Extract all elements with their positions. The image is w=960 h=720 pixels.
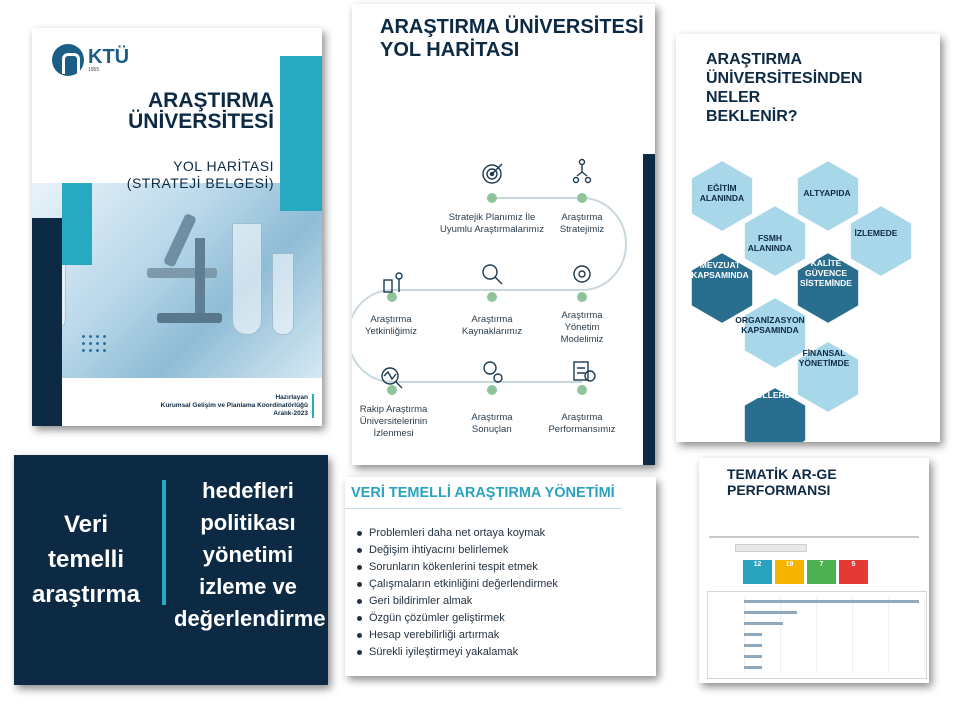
decorative-bar	[162, 480, 166, 605]
list-item: Sürekli iyileştirmeyi yakalamak	[369, 644, 558, 661]
roadmap-step: Araştırma Performansımız	[548, 412, 616, 435]
grid-line	[888, 598, 889, 672]
slide-title: TEMATİK AR-GE PERFORMANSI	[727, 466, 837, 498]
decorative-bar	[280, 56, 322, 211]
performance-icon	[574, 362, 595, 381]
hex-label: ALTYAPIDA	[803, 188, 851, 198]
decorative-bar	[643, 154, 655, 465]
filter-dropdown	[735, 544, 807, 552]
roadmap-step: Araştırma Kaynaklarımız	[461, 314, 523, 337]
data-driven-slide	[14, 455, 328, 685]
cover-footer: Hazırlayan Kurumsal Gelişim ve Planlama Koordinatörlüğü Aralık-2023	[160, 394, 308, 417]
decorative-block	[32, 218, 62, 426]
bar-chart	[707, 591, 927, 679]
slide-title: VERİ TEMELLİ ARAŞTIRMA YÖNETİMİ	[351, 485, 615, 501]
roadmap-step: Araştırma Sonuçları	[471, 412, 513, 435]
kpi-card: 7	[807, 560, 836, 584]
strategy-document-cover	[32, 28, 322, 426]
list-item: Geri bildirimler almak	[369, 593, 558, 610]
thematic-performance-slide	[699, 458, 929, 683]
grid-line	[924, 598, 925, 672]
roadmap-title: ARAŞTIRMA ÜNİVERSİTESİ YOL HARİTASI	[380, 16, 644, 61]
list-item: Hesap verebilirliği artırmak	[369, 627, 558, 644]
bar	[744, 600, 919, 603]
cover-title: ARAŞTIRMA ÜNİVERSİTESİ	[128, 89, 274, 133]
logo-text: KTÜ	[88, 46, 130, 68]
kpi-card: 12	[743, 560, 772, 584]
bar	[744, 666, 762, 669]
hex-label: TEŞVİK VE ÖDÜLLERDE	[743, 380, 797, 400]
hex-label: ORGANİZASYON KAPSAMINDA	[735, 315, 805, 335]
list-item: Çalışmaların etkinliğini değerlendirmek	[369, 576, 558, 593]
data-driven-topics: hedefleri politikası yönetimi izleme ve değerlendirme	[174, 478, 326, 631]
results-icon	[484, 362, 502, 382]
dot-pattern	[80, 333, 106, 355]
hex-label: FİNANSAL YÖNETİMDE	[798, 348, 850, 368]
roadmap-step: Stratejik Planımız İle Uyumlu Araştırmalarımız	[440, 212, 544, 235]
dashboard-header-text	[709, 536, 919, 538]
management-icon	[574, 266, 590, 282]
kpi-card: 5	[839, 560, 868, 584]
bar	[744, 633, 762, 636]
list-item: Problemleri daha net ortaya koymak	[369, 525, 558, 542]
roadmap-step: Rakip Araştırma Üniversitelerinin İzlenmesi	[359, 404, 428, 439]
data-driven-heading: Veri temelli araştırma	[31, 511, 141, 608]
hex-label: MEVZUAT KAPSAMINDA	[691, 260, 749, 280]
expectations-title: ARAŞTIRMA ÜNİVERSİTESİNDEN NELER BEKLENİR?	[706, 51, 863, 125]
grid-line	[816, 598, 817, 672]
decorative-block	[62, 183, 92, 265]
microscope-image	[137, 208, 227, 328]
hex-label: FSMH ALANINDA	[747, 233, 793, 253]
hex-label: İZLEMEDE	[854, 228, 898, 238]
strategy-icon	[574, 160, 591, 183]
data-driven-management-slide	[345, 477, 656, 676]
hexagon-grid	[676, 34, 940, 442]
roadmap-step: Araştırma Yönetim Modelimiz	[560, 310, 604, 345]
hex-label: KALİTE GÜVENCE SİSTEMİNDE	[800, 258, 852, 288]
hex-label: EĞİTİM ALANINDA	[699, 183, 745, 203]
roadmap-step: Araştırma Yetkinliğimiz	[365, 314, 417, 337]
bar	[744, 655, 762, 658]
kpi-card: 19	[775, 560, 804, 584]
cover-subtitle: YOL HARİTASI (STRATEJİ BELGESİ)	[126, 158, 274, 191]
ktu-logo-icon	[52, 44, 84, 76]
bar	[744, 622, 783, 625]
resources-icon	[483, 265, 502, 284]
list-item: Özgün çözümler geliştirmek	[369, 610, 558, 627]
list-item: Sorunların kökenlerini tespit etmek	[369, 559, 558, 576]
grid-line	[852, 598, 853, 672]
decorative-bar	[312, 394, 314, 418]
logo-year: 1955	[88, 67, 100, 73]
ktu-logo	[52, 44, 129, 76]
roadmap-slide	[352, 4, 655, 465]
bar	[744, 644, 762, 647]
target-icon	[483, 164, 502, 183]
bar	[744, 611, 797, 614]
grid-line	[780, 598, 781, 672]
roadmap-step: Araştırma Stratejimiz	[559, 212, 605, 235]
bullet-list	[353, 525, 558, 661]
expectations-slide	[676, 34, 940, 442]
list-item: Değişim ihtiyacını belirlemek	[369, 542, 558, 559]
